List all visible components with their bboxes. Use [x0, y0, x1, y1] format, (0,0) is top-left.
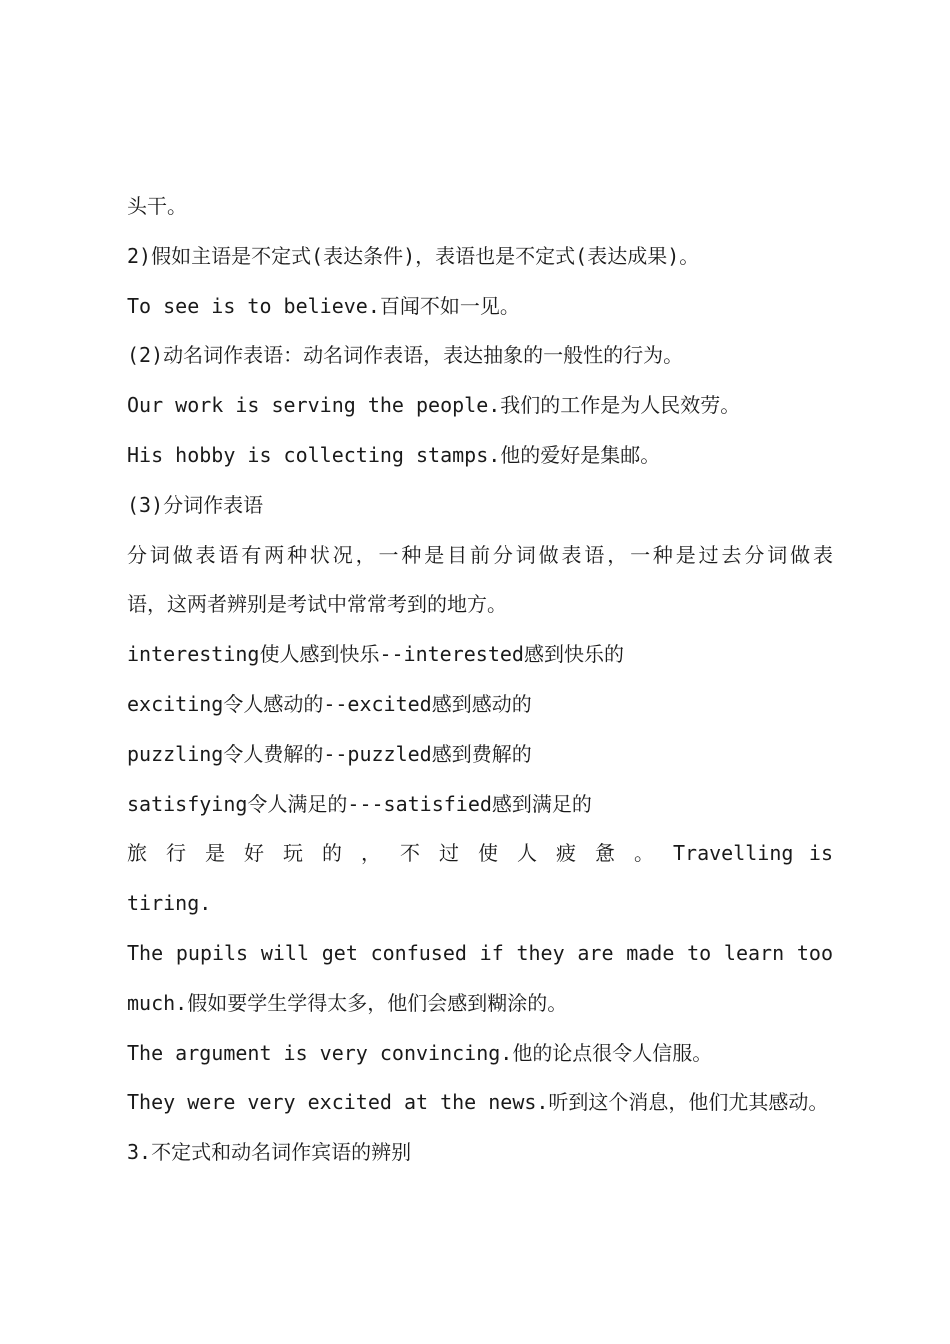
text-line: 旅 行 是 好 玩 的 ， 不 过 使 人 疲 惫 。 Travelling is: [127, 841, 833, 866]
text-line: To see is to believe.百闻不如一见。: [127, 293, 520, 318]
text-line: satisfying令人满足的---satisfied感到满足的: [127, 791, 592, 816]
text-line: The pupils will get confused if they are made to learn too: [127, 940, 833, 965]
text-line: 分词做表语有两种状况，一种是目前分词做表语，一种是过去分词做表: [127, 542, 833, 567]
text-line: The argument is very convincing.他的论点很令人信服。: [127, 1040, 713, 1065]
text-line: interesting使人感到快乐--interested感到快乐的: [127, 642, 624, 667]
text-line: much.假如要学生学得太多，他们会感到糊涂的。: [127, 990, 568, 1015]
text-line: exciting令人感动的--excited感到感动的: [127, 691, 532, 716]
document-page: [127, 182, 833, 1178]
section-heading: 3.不定式和动名词作宾语的辨别: [127, 1140, 412, 1165]
text-line: 头干。: [127, 194, 187, 218]
text-line: tiring.: [127, 891, 212, 916]
text-line: His hobby is collecting stamps.他的爱好是集邮。: [127, 442, 661, 467]
text-line: 语，这两者辨别是考试中常常考到的地方。: [127, 592, 507, 617]
text-line: Our work is serving the people.我们的工作是为人民效劳。: [127, 393, 741, 418]
text-line: puzzling令人费解的--puzzled感到费解的: [127, 741, 532, 766]
section-heading: (3)分词作表语: [127, 492, 264, 517]
text-line: 2)假如主语是不定式(表达条件)，表语也是不定式(表达成果)。: [127, 243, 700, 268]
text-line: (2)动名词作表语：动名词作表语，表达抽象的一般性的行为。: [127, 343, 684, 368]
text-line: They were very excited at the news.听到这个消息，他们尤其感动。: [127, 1090, 829, 1115]
